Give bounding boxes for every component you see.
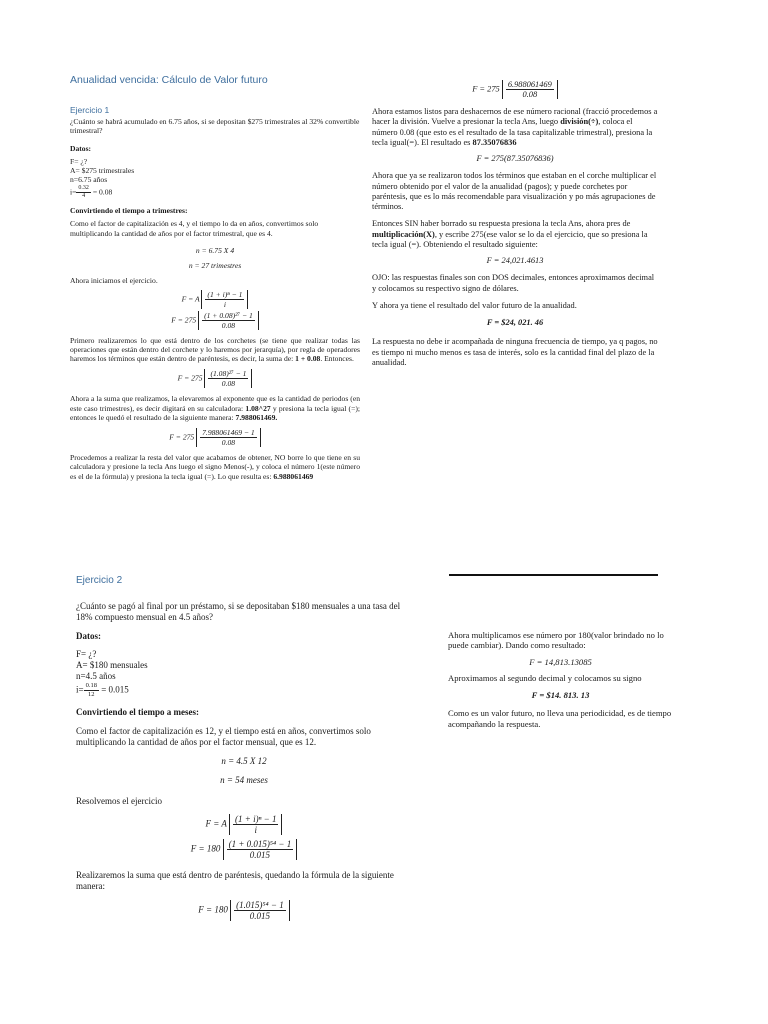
formula-step3: F = 275 $\frac{6.988061469}{0.08}$: [372, 80, 658, 99]
n-equation: n = 6.75 X 4: [195, 245, 235, 255]
exercise1-panel: [70, 74, 360, 481]
final-result-2: F = $14. 813. 13: [531, 689, 590, 700]
formula-step2: F = 275 $\frac{7.988061469 - 1}{0.08}$: [70, 428, 360, 447]
datum-f: F= ¿?: [70, 156, 88, 166]
solve-text: Resolvemos el ejercicio: [76, 795, 162, 806]
datum2-n: n=4.5 años: [76, 670, 116, 681]
section-divider: [449, 574, 658, 576]
multiply-text: Entonces SIN haber borrado su respuesta presiona la tecla Ans, ahora pres de multiplicación(X), y escribe 275(ese valor se lo da el ejercicio, que so presiona la tecla igual (=). Obteniendo el resultado siguiente:: [372, 219, 648, 249]
datum2-i: i= $\frac{0.18}{12}$ = 0.015: [76, 681, 129, 698]
n2-result: n = 54 meses: [220, 774, 268, 785]
formula2-general: F = A $\frac{\text{(1 + i)ⁿ − 1}}{i}$: [76, 814, 412, 835]
closing-note-2: Como es un valor futuro, no lleva una periodicidad, es de tiempo acompañando la respuesta.: [448, 708, 672, 729]
raw-result: F = 24,021.4613: [486, 256, 544, 265]
step1-text: Primero realizaremos lo que está dentro de los corchetes (se tiene que realizar todas las operaciones que están dentro del corchete y lo haremos por jerarquía), por regla de operadores haremos los términos que están dentro de paréntesis, es decir, la suma de: 1 + 0.08. Entonces.: [70, 335, 360, 364]
final-result-1: F = $24, 021. 46: [486, 318, 544, 327]
datum-a: A= $275 trimestrales: [70, 166, 135, 175]
rounding-note: OJO: las respuestas finales son con DOS decimales, entonces aproximamos decimal y colocamos su respectivo signo de dólares.: [372, 273, 655, 293]
result-intro: Y ahora ya tiene el resultado del valor futuro de la anualidad.: [372, 300, 577, 310]
datum-i: i= $\frac{0.32}{4}$ = 0.08: [70, 184, 113, 199]
exercise-title: Ejercicio 1: [70, 105, 110, 115]
closing-note-1: La respuesta no debe ir acompañada de ninguna frecuencia de tiempo, ya q pagos, no es tiempo ni mucho menos es tasa de interés, solo es la cantidad final del plazo de la anualidad.: [372, 337, 658, 367]
rounding2-text: Aproximamos al segundo decimal y colocamos su signo: [448, 673, 642, 684]
datos-title: Datos:: [70, 143, 92, 153]
datum-n: n=6.75 años: [70, 175, 108, 185]
start-text: Ahora iniciamos el ejercicio.: [70, 276, 158, 286]
n-result: n = 27 trimestres: [188, 261, 242, 271]
conversion-text: Como el factor de capitalización es 4, y el tiempo lo da en años, convertimos solo multiplicando la cantidad de años por el factor trimestral, que es 4.: [70, 219, 319, 238]
formula-step1: F = 275 $\frac{\text{(1.08)²⁷ − 1}}{0.08}$: [70, 369, 360, 388]
step2-text: Ahora a la suma que realizamos, la elevaremos al exponente que es la cantidad de periodos (en este caso trimestres), es decir digitará en su calculadora: 1.08^27 y presiona la tecla igual (=); entonces le quedó el resultado de la siguiente manera: 7.988061469.: [70, 394, 360, 422]
step3-text: Procedemos a realizar la resta del valor que acabamos de obtener, NO borre lo que tiene en su calculadora y presione la tecla Ans luego el signo Menos(-), y coloca el número 1(este número es el de la fórmula) y presiona la tecla igual (=). Lo que resulta es: 6.988061469: [70, 453, 360, 481]
datum2-f: F= ¿?: [76, 648, 97, 659]
n2-equation: n = 4.5 X 12: [221, 755, 267, 766]
exercise2-panel: [76, 575, 412, 921]
conversion2-title: Convirtiendo el tiempo a meses:: [76, 706, 199, 717]
conversion2-text: Como el factor de capitalización es 12, y el tiempo está en años, convertimos solo multiplicando la cantidad de años por el factor mensual, que es 12.: [76, 725, 371, 747]
formula-general: F = A $\frac{\text{(1 + i)ⁿ − 1}}{i}$: [70, 290, 360, 309]
multiply-intro-text: Ahora que ya se realizaron todos los términos que estaban en el corche multiplicar el número obtenido por el valor de la anualidad (pagos); y puede corchetes por paréntesis, que es lo más recomendable para visualización y po más agrupaciones de términos.: [372, 171, 657, 211]
multiply2-text: Ahora multiplicamos ese número por 180(valor brindado no lo puede cambiar). Dando como resultado:: [448, 630, 664, 651]
step2-1-text: Realizaremos la suma que está dentro de paréntesis, quedando la fórmula de la siguiente manera:: [76, 870, 394, 892]
datos2-title: Datos:: [76, 630, 101, 641]
exercise2-continued: [448, 630, 673, 760]
raw-result-2: F = 14,813.13085: [529, 656, 592, 667]
question2-text: ¿Cuánto se pagó al final por un préstamo, si se depositaban $180 mensuales a una tasa del 18% compuesto mensual en 4.5 años?: [76, 601, 401, 622]
division-text: Ahora estamos listos para deshacernos de ese número racional (fracció procedemos a hacer la división. Vuelve a presionar la tecla Ans, luego división(÷), coloca el número 0.08 (que esto es el resultado de la tasa capitalizable trimestral), presiona la tecla igual(=). El resultado es 87.35076836: [372, 107, 658, 147]
page-heading: Anualidad vencida: Cálculo de Valor futuro: [70, 74, 268, 86]
formula2-substituted: F = 180 $\frac{\text{(1 + 0.015)⁵⁴ − 1}}{0.015}$: [76, 839, 412, 860]
formula-substituted: F = 275 $\frac{\text{(1 + 0.08)²⁷ − 1}}{0.08}$: [70, 311, 360, 330]
formula2-step1: F = 180 $\frac{\text{(1.015)⁵⁴ − 1}}{0.015}$: [76, 900, 412, 921]
datum2-a: A= $180 mensuales: [76, 659, 148, 670]
exercise1-continued: [372, 80, 658, 440]
exercise2-title: Ejercicio 2: [76, 575, 123, 586]
conversion-title: Convirtiendo el tiempo a trimestres:: [70, 206, 188, 216]
formula-step4: F = 275(87.35076836): [476, 154, 554, 163]
question-text: ¿Cuánto se habrá acumulado en 6.75 años, si se depositan $275 trimestrales al 32% convertible trimestral?: [70, 117, 360, 136]
